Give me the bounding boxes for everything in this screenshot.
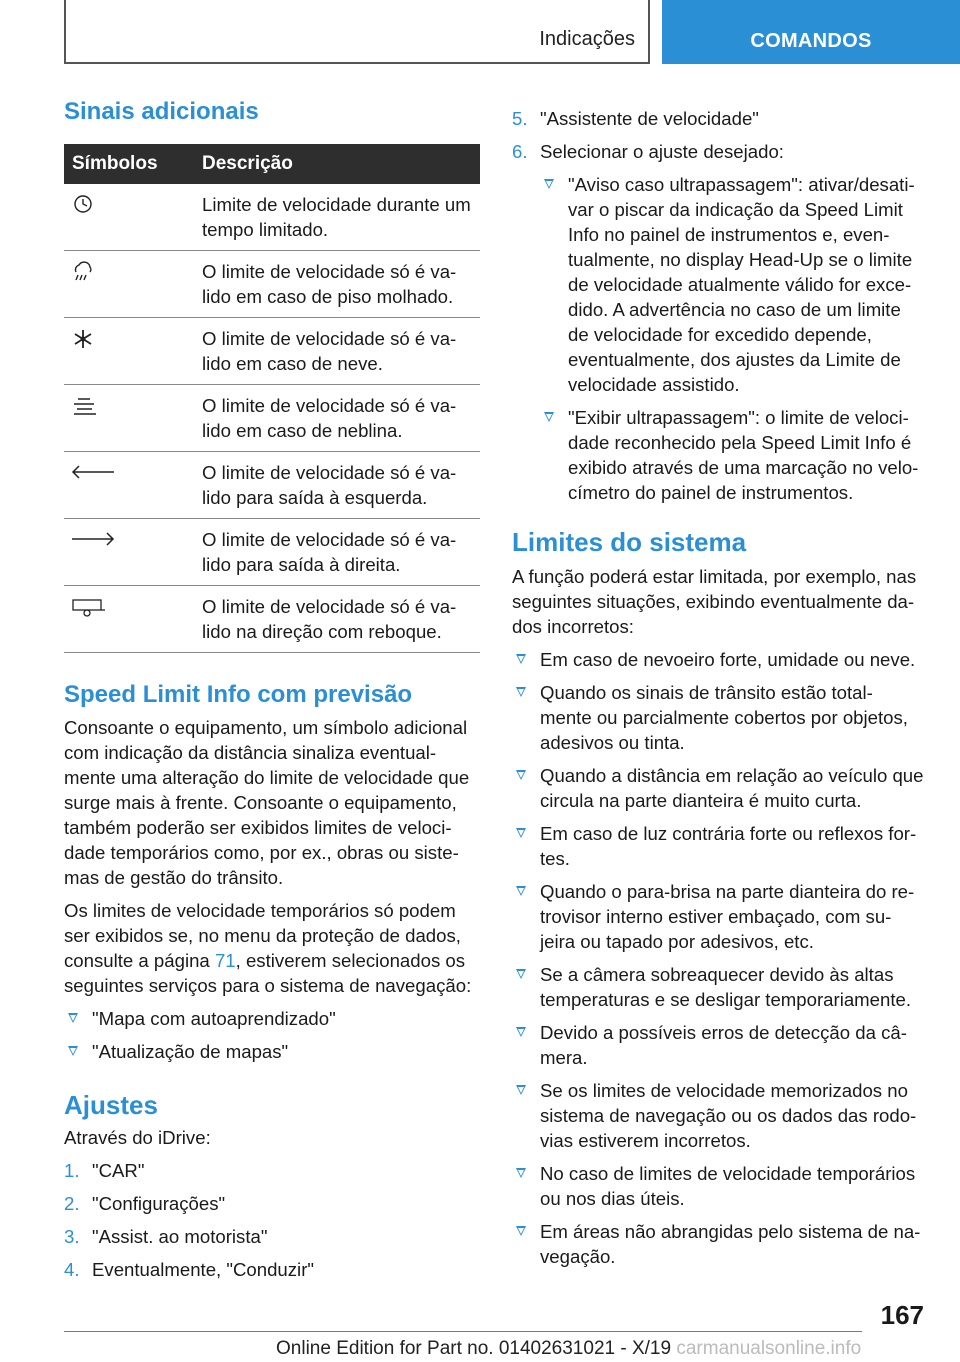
list-item: Quando o para-brisa na parte dianteira do re-trovisor interno estiver embaçado, com su-jeira ou tapado por adesivos, etc.: [512, 879, 924, 954]
fog-icon: [70, 395, 100, 417]
paragraph-atraves-idrive: Através do iDrive:: [64, 1127, 211, 1148]
table-row: [64, 251, 480, 318]
heading-limites-do-sistema: Limites do sistema: [512, 527, 747, 557]
table-cell-description: O limite de velocidade só é va-lido para saída à esquerda.: [194, 452, 480, 519]
table-row: [64, 318, 480, 385]
list-item: "Aviso caso ultrapassagem": ativar/desati-var o piscar da indicação da Speed Limit Info no painel de instrumentos e, even-tualmente, no display Head-Up se o limite de velocidade atualmente válido for exce-dido. A advertência no caso de um limite de velocidade for excedido depende, eventualmente, dos ajustes da Limite de velocidade assistido.: [540, 172, 924, 397]
triangle-bullet-icon: [516, 1027, 526, 1037]
list-item: 2. "Configurações": [64, 1193, 226, 1214]
triangle-bullet-icon: [68, 1046, 78, 1056]
list-item: 6. Selecionar o ajuste desejado:: [512, 141, 784, 162]
header-rule-bottom: [64, 62, 650, 64]
heading-speed-limit-info: Speed Limit Info com previsão: [64, 681, 413, 708]
trailer-icon: [70, 596, 106, 618]
list-item: Em caso de luz contrária forte ou reflexos for-tes.: [512, 821, 924, 871]
triangle-bullet-icon: [544, 412, 554, 422]
table-header-symbols: Símbolos: [64, 144, 194, 184]
table-cell-description: O limite de velocidade só é va-lido em caso de neve.: [194, 318, 480, 385]
triangle-bullet-icon: [516, 1226, 526, 1236]
table-cell-description: O limite de velocidade só é va-lido em caso de piso molhado.: [194, 251, 480, 318]
list-item: Em áreas não abrangidas pelo sistema de na-vegação.: [512, 1219, 924, 1269]
table-row: [64, 385, 480, 452]
heading-ajustes: Ajustes: [64, 1090, 158, 1120]
list-item: 3. "Assist. ao motorista": [64, 1226, 268, 1247]
triangle-bullet-icon: [516, 969, 526, 979]
table-cell-description: Limite de velocidade durante um tempo limitado.: [194, 184, 480, 251]
table-row: [64, 452, 480, 519]
table-row: [64, 586, 480, 653]
paragraph-funcao-limitada: A função poderá estar limitada, por exemplo, nas seguintes situações, exibindo eventualmente da-dos incorretos:: [512, 566, 917, 637]
triangle-bullet-icon: [516, 1085, 526, 1095]
list-item: Se a câmera sobreaquecer devido às altas temperaturas e se desligar temporariamente.: [512, 962, 924, 1012]
arrow-right-icon: [70, 529, 116, 549]
clock-icon: [70, 194, 96, 214]
page-reference-link[interactable]: 71: [214, 950, 236, 971]
steps-list: [64, 1158, 480, 1282]
services-list: [64, 1006, 480, 1064]
triangle-bullet-icon: [516, 828, 526, 838]
triangle-bullet-icon: [516, 770, 526, 780]
list-item: Devido a possíveis erros de detecção da câ-mera.: [512, 1020, 924, 1070]
heading-sinais-adicionais: Sinais adicionais: [64, 98, 259, 125]
triangle-bullet-icon: [68, 1013, 78, 1023]
right-column: [512, 106, 924, 1269]
table-cell-description: O limite de velocidade só é va-lido para saída à direita.: [194, 519, 480, 586]
list-item: Se os limites de velocidade memorizados no sistema de navegação ou os dados das rodo-vias estiverem incorretos.: [512, 1078, 924, 1153]
arrow-left-icon: [70, 462, 116, 482]
table-row: [64, 519, 480, 586]
snowflake-icon: [70, 328, 96, 350]
header-rule-left: [64, 0, 66, 64]
limits-list: [512, 647, 924, 1269]
table-header-description: Descrição: [194, 144, 480, 184]
triangle-bullet-icon: [516, 654, 526, 664]
header-chapter-label: COMANDOS: [750, 30, 872, 52]
list-item: "Mapa com autoaprendizado": [64, 1006, 480, 1031]
list-item: "Exibir ultrapassagem": o limite de veloci-dade reconhecido pela Speed Limit Info é exibido através de uma marcação no velo-címetro do painel de instrumentos.: [540, 405, 924, 505]
footer-edition: Online Edition for Part no. 01402631021 - X/19 carmanualsonline.info: [276, 1338, 862, 1359]
list-item: Quando os sinais de trânsito estão total-mente ou parcialmente cobertos por objetos, adesivos ou tinta.: [512, 680, 924, 755]
triangle-bullet-icon: [516, 1168, 526, 1178]
left-column: [64, 98, 480, 1282]
triangle-bullet-icon: [544, 179, 554, 189]
triangle-bullet-icon: [516, 687, 526, 697]
table-row: [64, 184, 480, 251]
table-cell-description: O limite de velocidade só é va-lido na direção com reboque.: [194, 586, 480, 653]
list-item: 4. Eventualmente, "Conduzir": [64, 1259, 314, 1280]
list-item: 1. "CAR": [64, 1160, 145, 1181]
list-item: "Atualização de mapas": [64, 1039, 480, 1064]
list-item: Quando a distância em relação ao veículo que circula na parte dianteira é muito curta.: [512, 763, 924, 813]
footer-rule: [64, 1331, 862, 1332]
list-item: 5. "Assistente de velocidade": [512, 108, 759, 129]
header-section-title: Indicações: [539, 28, 635, 50]
rain-cloud-icon: [70, 261, 96, 283]
steps-list-continued: [512, 106, 924, 164]
header-chapter-tab[interactable]: [662, 0, 960, 64]
settings-options-list: [512, 172, 924, 505]
symbols-table: [64, 144, 480, 653]
triangle-bullet-icon: [516, 886, 526, 896]
watermark-text: carmanualsonline.info: [676, 1338, 862, 1359]
paragraph-consoante: Consoante o equipamento, um símbolo adicional com indicação da distância sinaliza eventual-mente uma alteração do limite de velocidade que surge mais à frente. Consoante o equipamento, também poderão ser exibidos limites de veloci-dade temporários como, por ex., obras ou siste-mas de gestão do trânsito.: [64, 717, 470, 888]
list-item: No caso de limites de velocidade temporários ou nos dias úteis.: [512, 1161, 924, 1211]
paragraph-limites-temporarios: Os limites de velocidade temporários só podem ser exibidos se, no menu da proteção de dados, consulte a página 71, estiverem selecionados os seguintes serviços para o sistema de navegação:: [64, 900, 472, 996]
table-cell-description: O limite de velocidade só é va-lido em caso de neblina.: [194, 385, 480, 452]
page-number: 167: [880, 1300, 924, 1330]
list-item: Em caso de nevoeiro forte, umidade ou neve.: [512, 647, 924, 672]
header-rule-sep: [648, 0, 650, 64]
